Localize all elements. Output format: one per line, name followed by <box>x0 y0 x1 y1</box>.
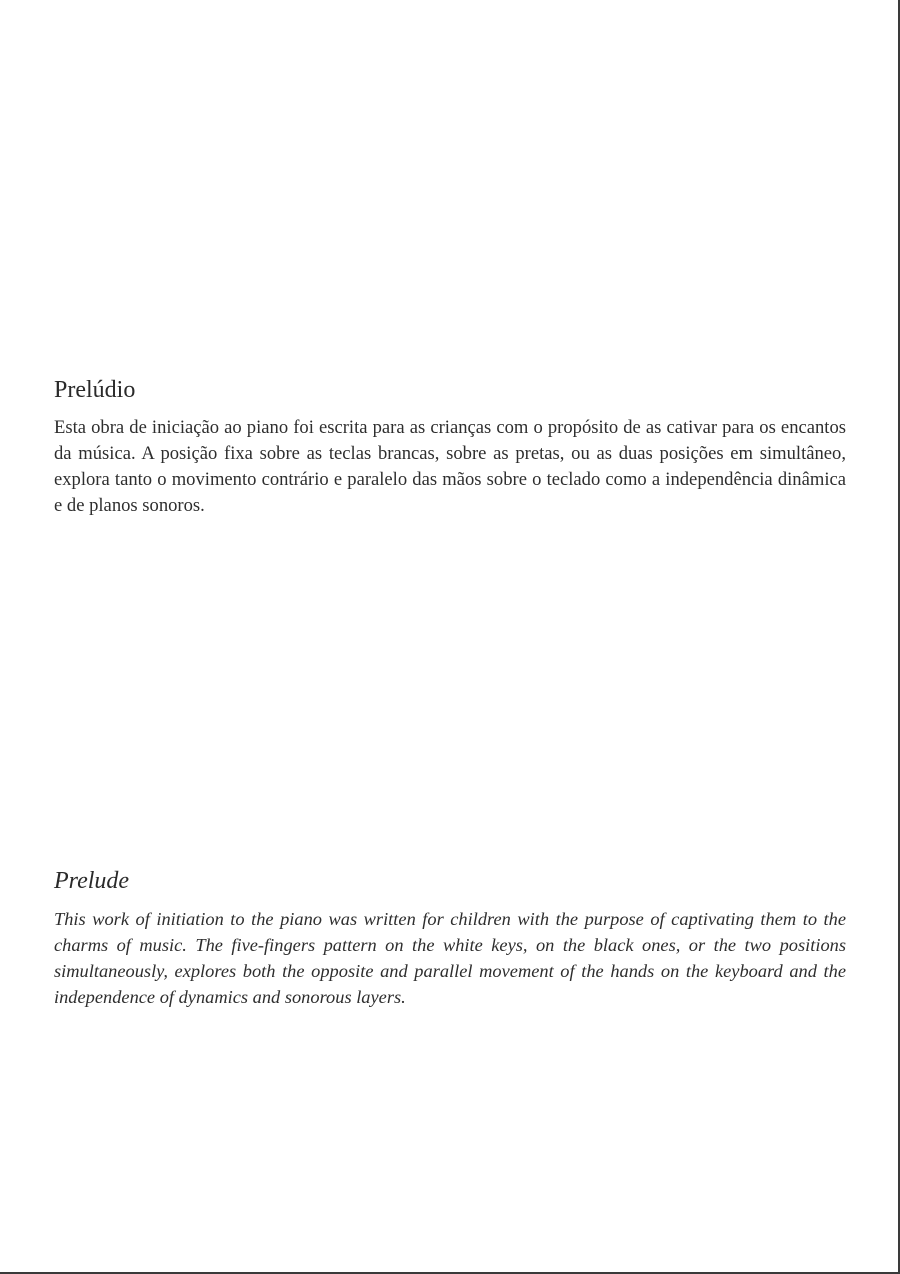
english-section <box>54 866 846 1010</box>
portuguese-section <box>54 375 846 519</box>
portuguese-title: Prelúdio <box>54 377 136 403</box>
portuguese-paragraph: Esta obra de iniciação ao piano foi escrita para as crianças com o propósito de as cativar para os encantos da música. A posição fixa sobre as teclas brancas, sobre as pretas, ou as duas posições em simultâneo, explora tanto o movimento contrário e paralelo das mãos sobre o teclado como a independência dinâmica e de planos sonoros. <box>54 417 846 516</box>
english-title: Prelude <box>54 868 130 894</box>
english-paragraph: This work of initiation to the piano was written for children with the purpose of captivating them to the charms of music. The five-fingers pattern on the white keys, on the black ones, or the two positions simultaneously, explores both the opposite and parallel movement of the hands on the keyboard and the independence of dynamics and sonorous layers. <box>54 909 846 1007</box>
